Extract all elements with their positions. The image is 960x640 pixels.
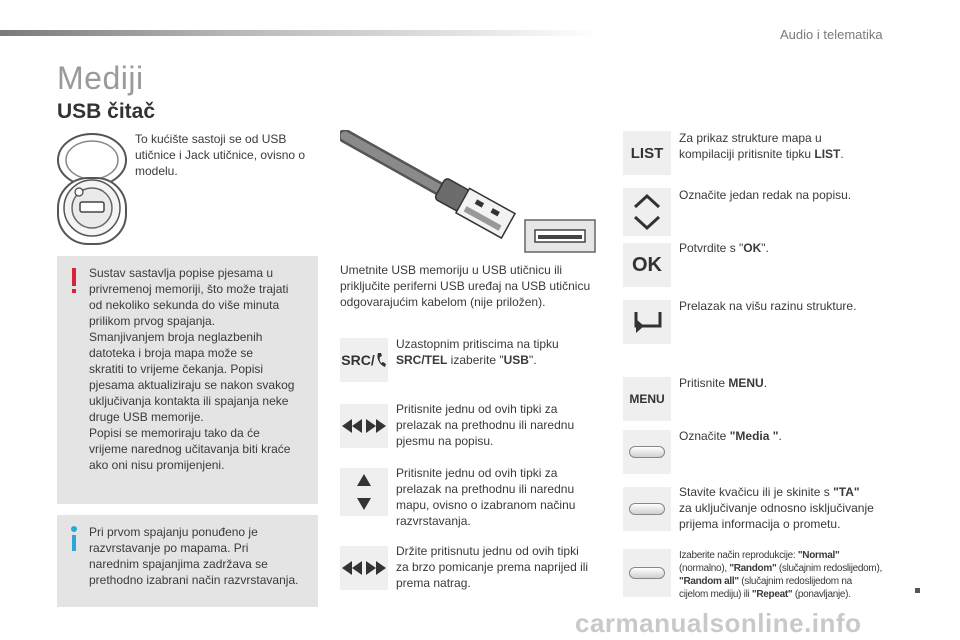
- prev-next-buttons[interactable]: [340, 404, 388, 448]
- up-down-line: prelazak na prethodnu ili narednu: [396, 482, 575, 496]
- menu-text: [679, 375, 767, 391]
- pill-icon: [629, 446, 665, 458]
- warning-line: od nekoliko sekunda do više minuta: [89, 298, 280, 312]
- src-key: SRC/TEL: [396, 353, 448, 367]
- hold-text: [396, 543, 588, 591]
- ta-pre: Stavite kvačicu ili je skinite s: [679, 485, 834, 499]
- mode-1b: "Normal": [797, 550, 840, 561]
- prev-next-arrows-icon: [342, 417, 386, 435]
- pill-icon: [629, 567, 665, 579]
- page-marker: [915, 588, 920, 593]
- ta-text: [679, 484, 874, 532]
- src-mid: izaberite ": [447, 353, 504, 367]
- src-pre: Uzastopnim pritiscima na tipku: [396, 337, 559, 351]
- ok-text: [679, 240, 769, 256]
- list-line-2-text: kompilaciji pritisnite tipku: [679, 147, 815, 161]
- mode-line-1: [679, 549, 899, 562]
- media-key: "Media ": [729, 429, 779, 443]
- mode-3b: (slučajnim redoslijedom na: [738, 576, 852, 587]
- menu-button-label: MENU: [629, 392, 665, 406]
- back-text: Prelazak na višu razinu strukture.: [679, 299, 857, 313]
- usb-housing-icon: [52, 128, 132, 248]
- up-down-line: razvrstavanja.: [396, 514, 471, 528]
- fast-seek-arrows-icon: [342, 559, 386, 577]
- prev-next-line: prelazak na prethodnu ili narednu: [396, 418, 575, 432]
- warning-line: druge USB memorije.: [89, 410, 204, 424]
- prev-next-line: Pritisnite jednu od ovih tipki za: [396, 402, 558, 416]
- ok-button-label: OK: [632, 253, 662, 276]
- ok-key: OK: [743, 241, 762, 255]
- list-text: [679, 130, 844, 162]
- fast-seek-buttons[interactable]: [340, 546, 388, 590]
- select-text: Označite jedan redak na popisu.: [679, 188, 852, 202]
- return-arrow-icon: [630, 308, 664, 336]
- pill-icon: [629, 503, 665, 515]
- hold-line: Držite pritisnutu jednu od ovih tipki: [396, 544, 579, 558]
- mode-4b: "Repeat": [751, 589, 793, 600]
- up-down-text: [396, 465, 575, 529]
- media-pre: Označite: [679, 429, 730, 443]
- menu-end: .: [763, 376, 768, 390]
- warning-line: Sustav sastavlja popise pjesama u: [89, 266, 274, 280]
- list-button-label: LIST: [630, 144, 664, 162]
- usb-line: Umetnite USB memoriju u USB utičnicu ili: [340, 263, 563, 277]
- warning-line: prilikom prvog spajanja.: [89, 314, 216, 328]
- warning-box: [57, 256, 318, 504]
- ta-pill-button[interactable]: [623, 487, 671, 531]
- src-tel-label: SRC/: [341, 352, 375, 368]
- list-line-2: [679, 146, 844, 162]
- info-line: razvrstavanje po mapama. Pri: [89, 541, 249, 555]
- warning-line: datoteka i broja mapa može se: [89, 346, 254, 360]
- menu-button[interactable]: [623, 377, 671, 421]
- media-pill-button[interactable]: [623, 430, 671, 474]
- info-line: prethodno izabrani način razvrstavanja.: [89, 573, 299, 587]
- phone-icon: [375, 351, 387, 369]
- mode-line-2: [679, 562, 899, 575]
- mode-3a: "Random all": [679, 576, 739, 587]
- mode-line-4: [679, 588, 899, 601]
- usb-plug-icon: [340, 130, 600, 255]
- up-down-line: mapu, ovisno o izabranom načinu: [396, 498, 576, 512]
- usb-instructions: [340, 262, 590, 310]
- list-line-1: Za prikaz strukture mapa u: [679, 131, 822, 145]
- warning-line: Smanjivanjem broja neglazbenih: [89, 330, 263, 344]
- warning-line: ako oni nisu promijenjeni.: [89, 458, 225, 472]
- src-text: [396, 336, 596, 368]
- list-key: LIST: [814, 147, 841, 161]
- warning-line: vrijeme narednog učitavanja biti kraće: [89, 442, 291, 456]
- ta-line-2: za uključivanje odnosno isključivanje: [679, 501, 874, 515]
- info-text: [89, 524, 298, 588]
- up-down-arrows-icon: [354, 472, 374, 512]
- mode-text: [679, 549, 899, 601]
- menu-key: MENU: [728, 376, 764, 390]
- info-line: Pri prvom spajanju ponuđeno je: [89, 525, 258, 539]
- menu-pre: Pritisnite: [679, 376, 729, 390]
- watermark: carmanualsonline.info: [575, 608, 862, 638]
- mode-2a: (normalno),: [679, 563, 730, 574]
- ta-line-3: prijema informacija o prometu.: [679, 517, 841, 531]
- header-bar: [0, 30, 600, 36]
- ok-end: ".: [761, 241, 769, 255]
- usb-line: odgovarajućim kabelom (nije priložen).: [340, 295, 546, 309]
- hold-line: prema natrag.: [396, 576, 471, 590]
- info-line: narednim spajanjima zadržava se: [89, 557, 268, 571]
- up-down-line: Pritisnite jednu od ovih tipki za: [396, 466, 558, 480]
- list-end: .: [840, 147, 844, 161]
- warning-line: uključivanja kontakta ili spajanja neke: [89, 394, 289, 408]
- ta-line-1: [679, 484, 874, 500]
- list-button[interactable]: [623, 131, 671, 175]
- src-end: ".: [528, 353, 537, 367]
- media-end: .: [778, 429, 782, 443]
- mode-2b: "Random": [729, 563, 777, 574]
- mode-4c: (ponavljanje).: [792, 589, 851, 600]
- src-val: USB: [503, 353, 529, 367]
- back-button[interactable]: [623, 300, 671, 344]
- intro-text: To kućište sastoji se od USB utičnice i Jack utičnice, ovisno o modelu.: [135, 132, 306, 178]
- src-tel-button[interactable]: [340, 338, 388, 382]
- up-down-buttons[interactable]: [340, 468, 388, 516]
- info-icon: [69, 526, 79, 552]
- warning-line: skratiti to vrijeme čekanja. Popisi: [89, 362, 264, 376]
- mode-4a: cijelom mediju) ili: [679, 589, 752, 600]
- ta-key: "TA": [833, 485, 860, 499]
- mode-1a: Izaberite način reprodukcije:: [679, 550, 798, 561]
- up-down-chevron-buttons[interactable]: [623, 188, 671, 236]
- info-box: [57, 515, 318, 607]
- exclamation-icon: [69, 268, 79, 294]
- mode-pill-button[interactable]: [623, 549, 671, 597]
- page-subtitle: USB čitač: [57, 100, 156, 123]
- src-line2: [396, 352, 596, 368]
- warning-line: privremenoj memoriji, što može trajati: [89, 282, 289, 296]
- chevron-up-down-icon: [632, 192, 662, 232]
- warning-line: Popisi se memoriraju tako da će: [89, 426, 260, 440]
- ok-button[interactable]: [623, 243, 671, 287]
- prev-next-text: [396, 401, 574, 449]
- section-title: Audio i telematika: [780, 27, 883, 42]
- mode-2c: (slučajnim redoslijedom),: [776, 563, 882, 574]
- warning-line: pjesama aktualiziraju se nakon svakog: [89, 378, 295, 392]
- page-title: Mediji: [57, 60, 144, 96]
- ok-pre: Potvrdite s ": [679, 241, 744, 255]
- prev-next-line: pjesmu na popisu.: [396, 434, 494, 448]
- mode-line-3: [679, 575, 899, 588]
- hold-line: za brzo pomicanje prema naprijed ili: [396, 560, 589, 574]
- usb-line: priključite periferni USB uređaj na USB utičnicu: [340, 279, 591, 293]
- media-text: [679, 428, 782, 444]
- warning-text: [89, 265, 294, 473]
